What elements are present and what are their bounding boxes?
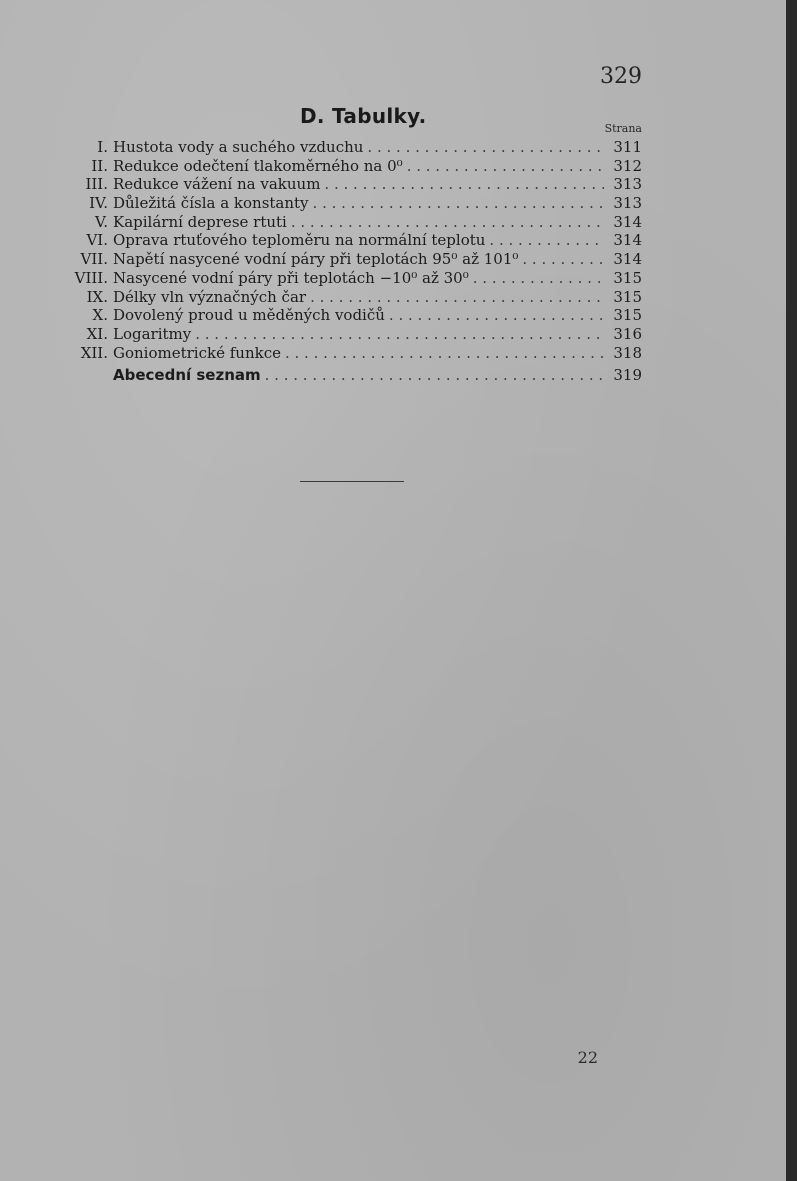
toc-entry-title: Redukce vážení na vakuum: [113, 175, 321, 194]
toc-entry-ii: [60, 157, 642, 176]
toc-entry-page: 313: [613, 194, 642, 213]
dot-leader: [281, 344, 604, 363]
toc-index-title: Abecední seznam: [113, 366, 261, 385]
dot-leader: [320, 175, 604, 194]
toc-entry-iv: [60, 194, 642, 213]
toc-entry-x: [60, 306, 642, 325]
toc-entry-number: III.: [85, 175, 108, 194]
toc-entry-page: 311: [613, 138, 642, 156]
toc-entry-page: 313: [613, 175, 642, 194]
toc-entry-title: Nasycené vodní páry při teplotách −10⁰ až 30⁰: [113, 268, 469, 287]
dot-leader: [518, 250, 604, 269]
toc-entry-ix: [60, 288, 642, 307]
toc-entry-page: 315: [613, 287, 642, 306]
toc-entry-page: 315: [613, 306, 642, 325]
toc-entry-title: Napětí nasycené vodní páry při teplotách 95⁰ až 101⁰: [113, 250, 519, 269]
toc-entry-title: Důležitá čísla a konstanty: [113, 194, 309, 213]
toc-entry-vi: [60, 231, 642, 250]
toc-entry-iii: [60, 175, 642, 194]
dot-leader: [309, 194, 604, 213]
toc-entry-page: 312: [613, 156, 642, 175]
dot-leader: [363, 138, 604, 157]
toc-entry-page: 314: [613, 250, 642, 269]
toc-entry-viii: [60, 269, 642, 288]
toc-entry-number: I.: [97, 138, 108, 156]
toc-entry-number: VIII.: [74, 268, 108, 287]
toc-entry-i: [60, 138, 642, 157]
toc-entry-xii: [60, 344, 642, 363]
toc-entry-number: VII.: [80, 250, 108, 269]
toc-entry-number: V.: [95, 212, 108, 231]
dot-leader: [306, 288, 604, 307]
toc-entry-number: X.: [92, 306, 108, 325]
toc-entry-page: 314: [613, 212, 642, 231]
toc-entry-title: Goniometrické funkce: [113, 343, 281, 362]
toc-entry-index: [60, 366, 642, 385]
dot-leader: [287, 213, 604, 232]
dot-leader: [261, 366, 604, 385]
dot-leader: [469, 269, 604, 288]
toc-entry-page: 318: [613, 343, 642, 362]
printer-signature: 22: [577, 1048, 598, 1067]
toc-entry-title: Délky vln význačných čar: [113, 287, 307, 306]
dot-leader: [191, 325, 604, 344]
toc-entry-number: XI.: [86, 324, 108, 343]
dot-leader: [485, 231, 604, 250]
toc-entry-number: IX.: [86, 287, 108, 306]
page-number: 329: [600, 64, 642, 89]
toc-entry-title: Hustota vody a suchého vzduchu: [113, 138, 364, 156]
dot-leader: [385, 306, 604, 325]
table-of-contents: [60, 138, 642, 385]
page-column-header: Strana: [604, 122, 642, 135]
toc-entry-title: Redukce odečtení tlakoměrného na 0⁰: [113, 156, 403, 175]
toc-entry-vii: [60, 250, 642, 269]
toc-entry-v: [60, 213, 642, 232]
toc-entry-title: Dovolený proud u měděných vodičů: [113, 306, 385, 325]
toc-entry-number: VI.: [86, 231, 108, 250]
toc-entry-number: IV.: [89, 194, 108, 213]
dot-leader: [403, 157, 604, 176]
toc-entry-xi: [60, 325, 642, 344]
toc-entry-title: Oprava rtuťového teploměru na normální teplotu: [113, 231, 486, 250]
toc-entry-page: 315: [613, 268, 642, 287]
toc-entry-title: Logaritmy: [113, 324, 192, 343]
toc-entry-number: XII.: [80, 343, 108, 362]
toc-entry-page: 316: [613, 324, 642, 343]
toc-entry-number: II.: [91, 156, 108, 175]
toc-entry-title: Kapilární deprese rtuti: [113, 212, 287, 231]
toc-entry-page: 319: [613, 366, 642, 385]
section-divider: [300, 481, 404, 482]
section-title: D. Tabulky.: [300, 104, 427, 128]
toc-entry-page: 314: [613, 231, 642, 250]
